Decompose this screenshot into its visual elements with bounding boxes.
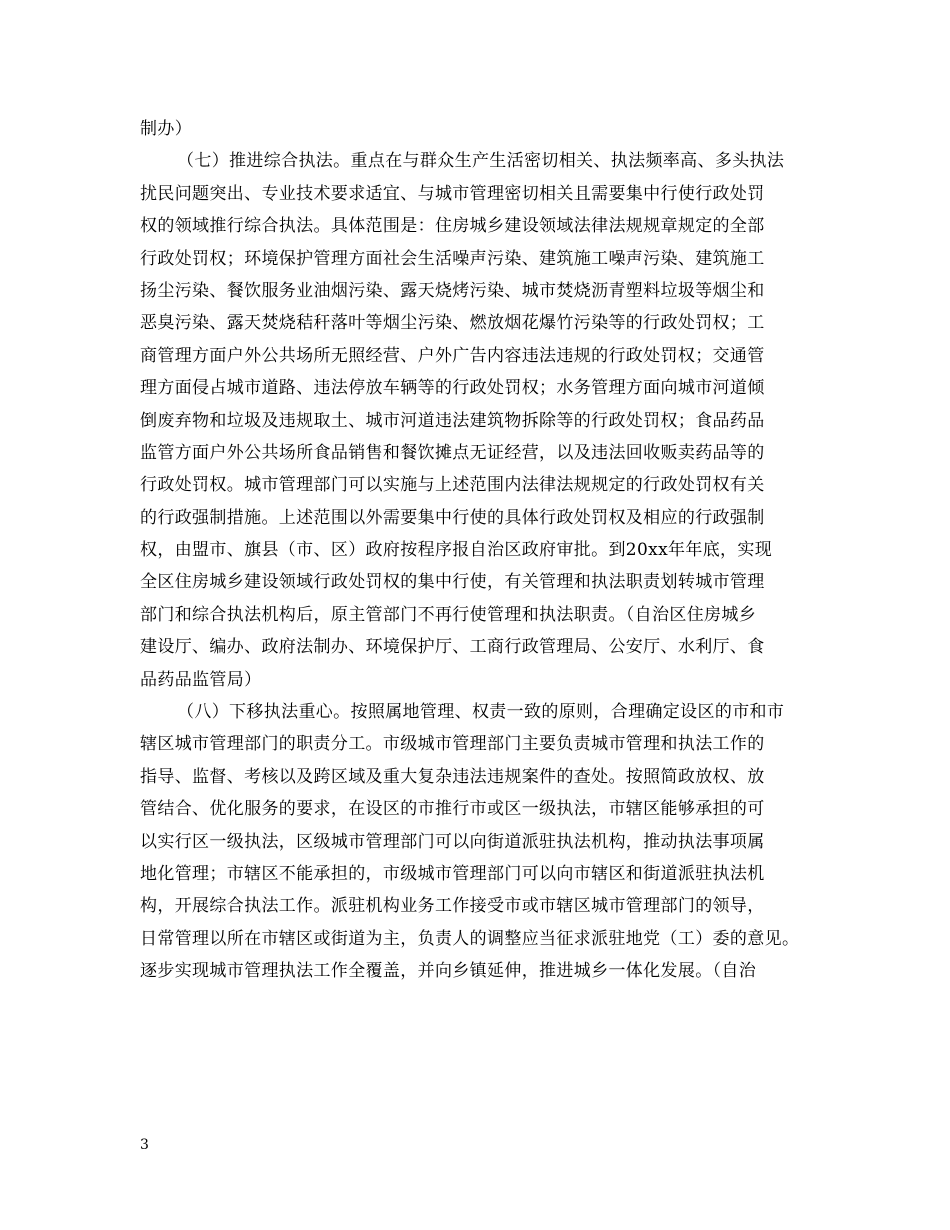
text-line: （八）下移执法重心。按照属地管理、权责一致的原则，合理确定设区的市和市 [177,702,785,723]
text-line: （七）推进综合执法。重点在与群众生产生活密切相关、执法频率高、多头执法 [177,151,785,172]
text-line: 商管理方面户外公共场所无照经营、户外广告内容违法违规的行政处罚权；交通管 [140,345,765,366]
text-line: 扰民问题突出、专业技术要求适宜、与城市管理密切相关且需要集中行使行政处罚 [140,183,765,204]
text-line: 建设厅、编办、政府法制办、环境保护厅、工商行政管理局、公安厅、水利厅、食 [140,637,765,658]
text-line: 监管方面户外公共场所食品销售和餐饮摊点无证经营，以及违法回收贩卖药品等的 [140,442,765,463]
text-line: 指导、监督、考核以及跨区域及重大复杂违法违规案件的查处。按照简政放权、放 [140,766,765,787]
text-line: 全区住房城乡建设领域行政处罚权的集中行使，有关管理和执法职责划转城市管理 [140,572,765,593]
text-line: 日常管理以所在市辖区或街道为主，负责人的调整应当征求派驻地党（工）委的意见。 [140,928,800,949]
text-line: 扬尘污染、餐饮服务业油烟污染、露天烧烤污染、城市焚烧沥青塑料垃圾等烟尘和 [140,280,765,301]
body-text [140,113,820,988]
text-line: 部门和综合执法机构后，原主管部门不再行使管理和执法职责。（自治区住房城乡 [140,604,757,625]
text-line: 权的领域推行综合执法。具体范围是：住房城乡建设领域法律法规规章规定的全部 [140,216,765,237]
text-line: 辖区城市管理部门的职责分工。市级城市管理部门主要负责城市管理和执法工作的 [140,734,765,755]
text-line: 以实行区一级执法，区级城市管理部门可以向街道派驻执法机构，推动执法事项属 [140,831,765,852]
text-line: 制办） [140,119,193,139]
text-line: 理方面侵占城市道路、违法停放车辆等的行政处罚权；水务管理方面向城市河道倾 [140,378,765,399]
text-line: 的行政强制措施。上述范围以外需要集中行使的具体行政处罚权及相应的行政强制 [140,507,765,528]
text-line: 构，开展综合执法工作。派驻机构业务工作接受市或市辖区城市管理部门的领导， [140,896,765,917]
text-line: 行政处罚权。城市管理部门可以实施与上述范围内法律法规规定的行政处罚权有关 [140,475,765,496]
text-line: 地化管理；市辖区不能承担的，市级城市管理部门可以向市辖区和街道派驻执法机 [140,863,765,884]
text-line: 行政处罚权；环境保护管理方面社会生活噪声污染、建筑施工噪声污染、建筑施工 [140,248,765,269]
text-line: 权，由盟市、旗县（市、区）政府按程序报自治区政府审批。到20xx年年底，实现 [140,540,773,561]
text-line: 品药品监管局） [140,669,262,690]
text-line: 管结合、优化服务的要求，在设区的市推行市或区一级执法，市辖区能够承担的可 [140,799,765,820]
text-line: 倒废弃物和垃圾及违规取土、城市河道违法建筑物拆除等的行政处罚权；食品药品 [140,410,765,431]
text-line: 恶臭污染、露天焚烧秸秆落叶等烟尘污染、燃放烟花爆竹污染等的行政处罚权；工 [140,313,765,334]
text-line: 逐步实现城市管理执法工作全覆盖，并向乡镇延伸，推进城乡一体化发展。（自治 [140,961,757,982]
page-number: 3 [140,1137,149,1153]
